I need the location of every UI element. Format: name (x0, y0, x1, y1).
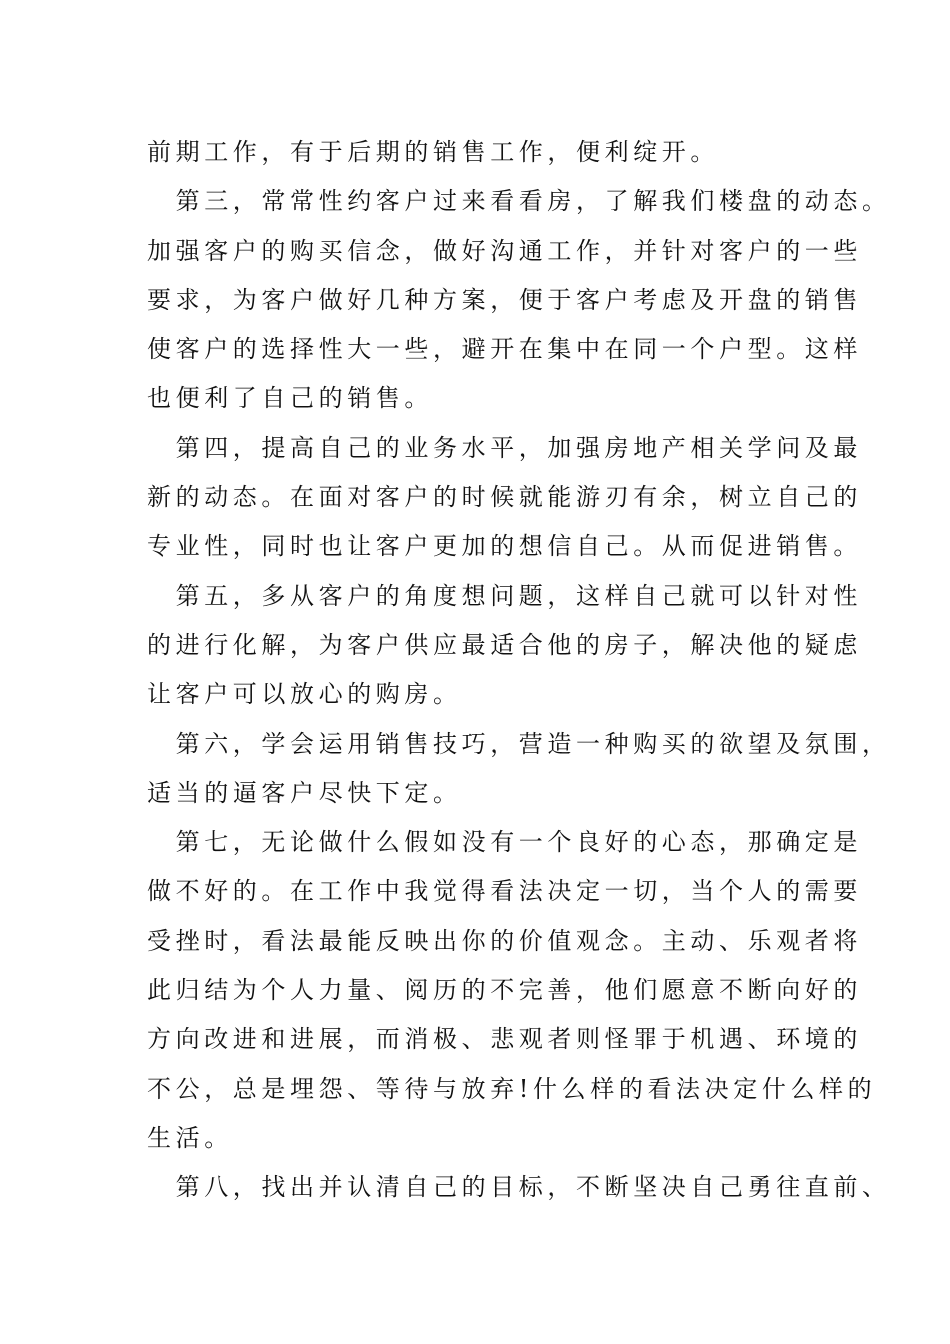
text-line: 方向改进和进展，而消极、悲观者则怪罪于机遇、环境的 (147, 1025, 862, 1054)
text-line: 第五，多从客户的角度想问题，这样自己就可以针对性 (147, 581, 862, 610)
text-line: 的进行化解，为客户供应最适合他的房子，解决他的疑虑 (147, 630, 862, 659)
text-line: 生活。 (147, 1123, 233, 1152)
body-text (147, 128, 891, 1213)
text-line: 让客户可以放心的购房。 (147, 680, 462, 709)
text-line: 第七，无论做什么假如没有一个良好的心态，那确定是 (147, 828, 862, 857)
text-line: 使客户的选择性大一些，避开在集中在同一个户型。这样 (147, 335, 862, 364)
text-line: 此归结为个人力量、阅历的不完善，他们愿意不断向好的 (147, 976, 862, 1005)
text-line: 受挫时，看法最能反映出你的价值观念。主动、乐观者将 (147, 926, 862, 955)
text-line: 适当的逼客户尽快下定。 (147, 778, 462, 807)
text-line: 第六，学会运用销售技巧，营造一种购买的欲望及氛围， (147, 729, 891, 758)
text-line: 前期工作，有于后期的销售工作，便利绽开。 (147, 138, 719, 166)
text-line: 也便利了自己的销售。 (147, 384, 433, 413)
text-line: 第八，找出并认清自己的目标，不断坚决自己勇往直前、 (147, 1173, 891, 1202)
text-line: 做不好的。在工作中我觉得看法决定一切，当个人的需要 (147, 877, 862, 906)
text-line: 新的动态。在面对客户的时候就能游刃有余，树立自己的 (147, 483, 862, 512)
text-line: 不公，总是埋怨、等待与放弃!什么样的看法决定什么样的 (147, 1074, 877, 1103)
text-line: 第四，提高自己的业务水平，加强房地产相关学问及最 (147, 433, 862, 462)
text-line: 要求，为客户做好几种方案，便于客户考虑及开盘的销售 (147, 285, 862, 314)
text-line: 专业性，同时也让客户更加的想信自己。从而促进销售。 (147, 532, 862, 561)
text-line: 加强客户的购买信念，做好沟通工作，并针对客户的一些 (147, 236, 862, 265)
text-line: 第三，常常性约客户过来看看房，了解我们楼盘的动态。 (147, 187, 891, 216)
